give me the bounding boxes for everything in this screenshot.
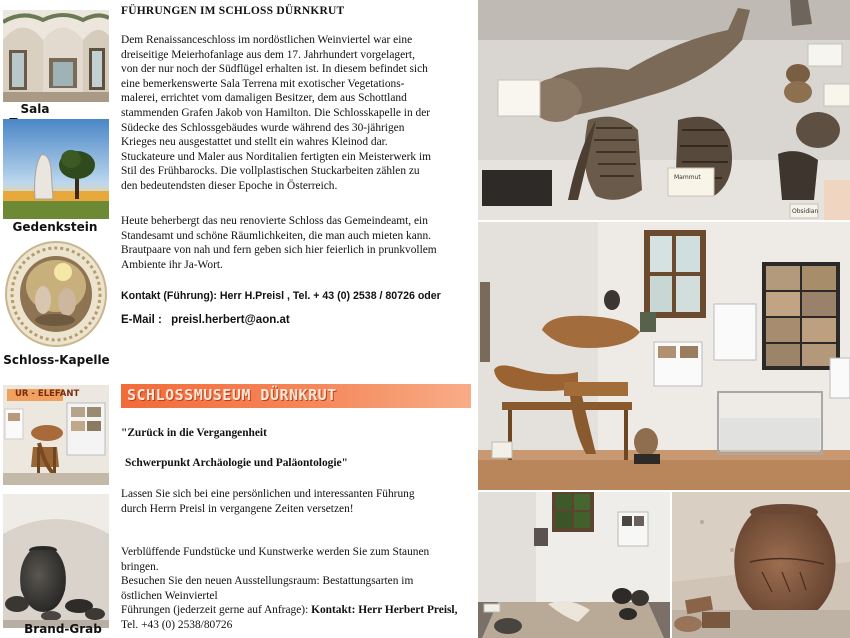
schloss-kapelle-image [3, 238, 109, 350]
page-title: FÜHRUNGEN IM SCHLOSS DÜRNKRUT [121, 5, 345, 17]
tour-prefix: Führungen (jederzeit gerne auf Anfrage): [121, 604, 312, 617]
tour-line: durch Herrn Preisl in vergangene Zeiten versetzen! [121, 502, 354, 515]
intro-line: Stuckateure und Maler aus Norditalien fertigten ein Meisterwerk im [121, 150, 431, 163]
label-obsidian: Obsidian [792, 208, 819, 215]
tour-line: Lassen Sie sich bei eine persönlichen und interessanten Führung [121, 488, 415, 500]
intro-line: Dem Renaissanceschloss im nordöstlichen Weinviertel war eine [121, 34, 413, 46]
finds-line: Verblüffende Fundstücke und Kunstwerke werden Sie zum Staunen [121, 546, 430, 558]
intro-line: dreiseitige Meierhofanlage aus dem 17. Jahrhundert vorgelagert, [121, 48, 415, 61]
museum-quote-1: "Zurück in die Vergangenheit [121, 427, 267, 439]
ur-elefant-image [3, 385, 109, 485]
gedenkstein-image [3, 119, 109, 219]
vase-photo [672, 492, 850, 638]
museum-banner-title: SCHLOSSMUSEUM DÜRNKRUT [127, 386, 337, 404]
intro-line: stammenden Grafen Jakob von Hamilton. Die Schlosskapelle in der [121, 106, 431, 119]
contact-line: Kontakt (Führung): Herr H.Preisl , Tel. + 43 (0) 2538 / 80726 oder [121, 290, 441, 302]
intro-line: den bedeutendsten dieser Epoche in Österreich. [121, 179, 338, 192]
intro-line: Südecke des Schlossgebäudes wurde während des 30-jährigen [121, 121, 405, 134]
tour-contact-line [121, 603, 471, 618]
intro-line: Stil des Frühbarocks. Die vollplastischen Stuckarbeiten zählen zu [121, 165, 420, 178]
museum-room-photo [478, 222, 850, 490]
sala-terrena-image [3, 10, 109, 102]
usage-paragraph [121, 214, 471, 272]
intro-line: Krieges neu ausgestattet und stellt ein wahres Kleinod dar. [121, 136, 388, 149]
usage-line: Brautpaare von nah und fern geben sich hier feierlich in prunkvollem [121, 244, 437, 257]
email-row [121, 314, 290, 326]
caption-schloss-kapelle: Schloss-Kapelle [3, 353, 110, 367]
ur-elefant-label: UR - ELEFANT [15, 389, 80, 399]
intro-paragraph [121, 33, 471, 194]
tour-paragraph [121, 487, 471, 516]
intro-line: von der nur noch der Südflügel erhalten ist. In diesem befindet sich [121, 63, 428, 76]
intro-line: eine bemerkenswerte Sala Terrena mit exotischer Vegetations- [121, 77, 405, 90]
email-label: E-Mail : [121, 314, 162, 326]
intro-line: malerei, errichtet vom damaligen Besitzer, dem aus Schottland [121, 92, 407, 105]
caption-brand-grab: Brand-Grab [24, 622, 102, 636]
finds-line: östlichen Weinviertel [121, 589, 218, 602]
email-link[interactable]: preisl.herbert@aon.at [171, 314, 290, 326]
usage-line: Standesamt und schöne Räumlichkeiten, die man auch mieten kann. [121, 229, 431, 242]
usage-line: Ambiente ihr Ja-Wort. [121, 258, 223, 271]
fossil-vitrine-photo [478, 0, 850, 220]
finds-line: bringen. [121, 560, 159, 573]
museum-quote-2: Schwerpunkt Archäologie und Paläontologie" [125, 457, 348, 469]
usage-line: Heute beherbergt das neu renovierte Schloss das Gemeindeamt, ein [121, 215, 428, 227]
burial-room-photo [478, 492, 670, 638]
caption-sala-terrena: Sala [20, 102, 50, 116]
caption-gedenkstein: Gedenkstein [12, 220, 98, 234]
tour-contact: Kontakt: Herr Herbert Preisl, [311, 604, 458, 617]
label-mammut: Mammut [674, 174, 701, 181]
finds-paragraph [121, 545, 471, 633]
museum-banner [121, 384, 471, 408]
finds-line: Besuchen Sie den neuen Ausstellungsraum: Bestattungsarten im [121, 575, 414, 588]
brand-grab-image [3, 494, 109, 628]
tel-line: Tel. +43 (0) 2538/80726 [121, 618, 233, 631]
